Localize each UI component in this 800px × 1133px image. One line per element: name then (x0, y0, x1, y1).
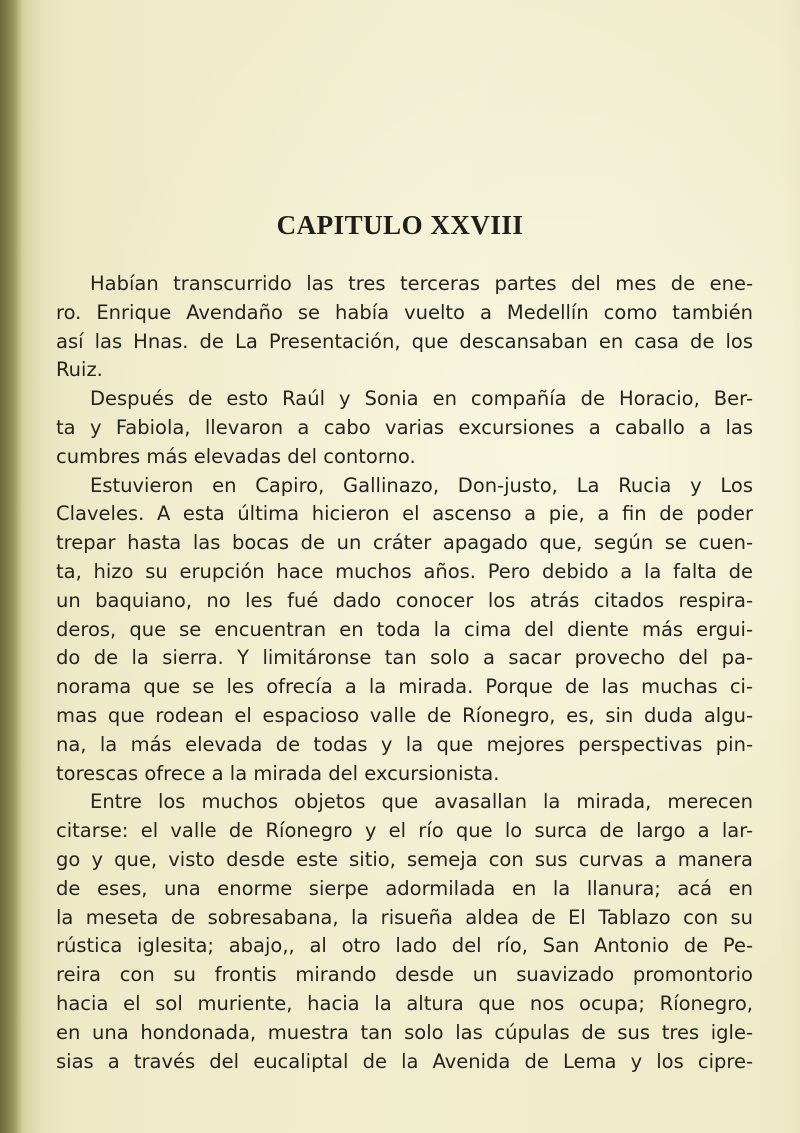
chapter-title: CAPITULO XXVIII (276, 210, 524, 240)
text-line: de eses, una enorme sierpe adormilada en la llanura; acá en (56, 876, 753, 900)
text-line: Después de esto Raúl y Sonia en compañía de Horacio, Ber- (90, 387, 753, 411)
text-line: reira con su frontis mirando desde un suavizado promontorio (56, 963, 753, 987)
text-line: mas que rodean el espacioso valle de Ríonegro, es, sin duda algu- (56, 703, 753, 727)
text-line: Claveles. A esta última hicieron el ascenso a pie, a fin de poder (56, 502, 753, 526)
text-line: ta y Fabiola, llevaron a cabo varias excursiones a caballo a las (56, 415, 753, 439)
text-line: en una hondonada, muestra tan solo las cúpulas de sus tres igle- (56, 1020, 753, 1044)
text-line: citarse: el valle de Ríonegro y el río que lo surca de largo a lar- (56, 819, 753, 843)
book-spine-shadow (0, 0, 22, 1133)
text-line: deros, que se encuentran en toda la cima del diente más ergui- (56, 617, 753, 641)
text-line: Ruiz. (56, 358, 103, 382)
text-line: cumbres más elevadas del contorno. (56, 444, 416, 468)
text-line: go y que, visto desde este sitio, semeja con sus curvas a manera (56, 847, 753, 871)
text-line: Habían transcurrido las tres terceras partes del mes de ene- (90, 272, 753, 295)
text-line: norama que se les ofrecía a la mirada. Porque de las muchas ci- (56, 675, 753, 699)
text-line: hacia el sol muriente, hacia la altura que nos ocupa; Ríonegro, (56, 991, 753, 1015)
text-line: rústica iglesita; abajo,, al otro lado del río, San Antonio de Pe- (56, 934, 753, 958)
text-line: así las Hnas. de La Presentación, que descansaban en casa de los (56, 329, 753, 353)
text-line: la meseta de sobresabana, la risueña aldea de El Tablazo con su (56, 905, 753, 929)
text-line: ro. Enrique Avendaño se había vuelto a Medellín como también (56, 300, 753, 324)
text-line: do de la sierra. Y limitáronse tan solo a sacar provecho del pa- (56, 646, 753, 670)
text-line: ta, hizo su erupción hace muchos años. Pero debido a la falta de (56, 559, 753, 583)
text-line: Entre los muchos objetos que avasallan la mirada, merecen (90, 790, 753, 814)
text-line: sias a través del eucaliptal de la Avenida de Lema y los cipre- (56, 1049, 753, 1073)
text-line: Estuvieron en Capiro, Gallinazo, Don-justo, La Rucia y Los (90, 473, 753, 497)
body-text (56, 270, 753, 1076)
text-line: trepar hasta las bocas de un cráter apagado que, según se cuen- (56, 531, 753, 555)
text-line: torescas ofrece a la mirada del excursionista. (56, 761, 500, 785)
text-line: un baquiano, no les fué dado conocer los atrás citados respira- (56, 588, 753, 612)
text-line: na, la más elevada de todas y la que mejores perspectivas pin- (56, 732, 753, 756)
